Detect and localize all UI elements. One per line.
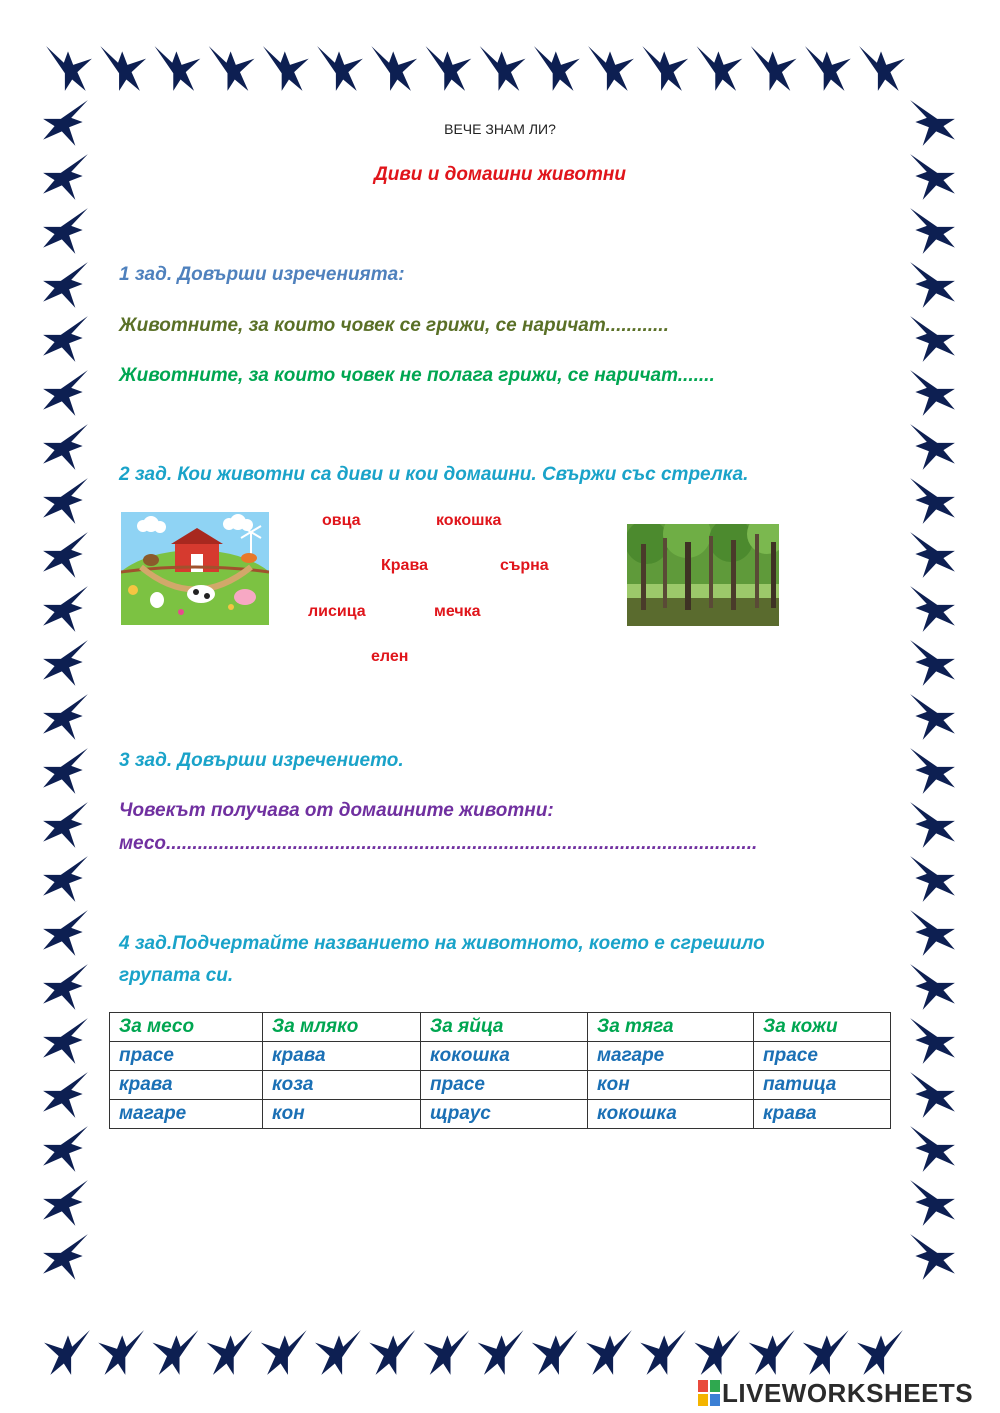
swallow-bird-icon <box>207 1330 253 1375</box>
word-sarna: сърна <box>500 557 549 574</box>
liveworksheets-watermark <box>698 1376 994 1410</box>
swallow-bird-icon <box>910 1018 955 1064</box>
table-row <box>110 1042 891 1071</box>
swallow-bird-icon <box>43 316 88 362</box>
table-cell[interactable]: магаре <box>110 1100 263 1129</box>
swallow-bird-icon <box>43 478 88 524</box>
swallow-bird-icon <box>43 910 88 956</box>
table-cell[interactable]: крава <box>754 1100 891 1129</box>
task3-answer-line: месо................................................................................................................ <box>119 833 758 854</box>
task1-sentence-2: Животните, за които човек не полага грижи, се наричат....... <box>119 365 715 386</box>
swallow-bird-icon <box>43 694 88 740</box>
pre-title: ВЕЧЕ ЗНАМ ЛИ? <box>444 121 556 137</box>
swallow-bird-icon <box>155 46 201 91</box>
page-title: Диви и домашни животни <box>374 164 626 185</box>
table-cell[interactable]: крава <box>110 1071 263 1100</box>
forest-image <box>627 524 779 626</box>
swallow-bird-icon <box>43 262 88 308</box>
swallow-bird-icon <box>640 1330 686 1375</box>
swallow-bird-icon <box>534 46 580 91</box>
swallow-bird-icon <box>910 478 955 524</box>
swallow-bird-icon <box>694 1330 740 1375</box>
swallow-bird-icon <box>43 964 88 1010</box>
table-row <box>110 1100 891 1129</box>
swallow-bird-icon <box>910 370 955 416</box>
swallow-bird-icon <box>43 1072 88 1118</box>
swallow-bird-icon <box>371 46 417 91</box>
swallow-bird-icon <box>98 1330 144 1375</box>
swallow-bird-icon <box>749 1330 795 1375</box>
swallow-bird-icon <box>910 424 955 470</box>
farm-image <box>121 512 269 625</box>
swallow-bird-icon <box>532 1330 578 1375</box>
swallow-bird-icon <box>857 1330 903 1375</box>
task3-heading: 3 зад. Довърши изречението. <box>119 750 404 771</box>
watermark-text: LIVEWORKSHEETS <box>722 1378 974 1408</box>
table-cell[interactable]: кокошка <box>421 1042 588 1071</box>
animal-groups-table <box>109 1012 891 1129</box>
swallow-bird-icon <box>209 46 255 91</box>
table-cell[interactable]: кон <box>263 1100 421 1129</box>
swallow-bird-icon <box>480 46 526 91</box>
table-cell[interactable]: магаре <box>588 1042 754 1071</box>
word-elen: елен <box>371 648 409 665</box>
swallow-bird-icon <box>910 1234 955 1280</box>
swallow-bird-icon <box>152 1330 198 1375</box>
table-row <box>110 1071 891 1100</box>
table-cell[interactable]: крава <box>263 1042 421 1071</box>
swallow-bird-icon <box>588 46 634 91</box>
swallow-bird-icon <box>697 46 743 91</box>
table-header-row <box>110 1013 891 1042</box>
swallow-bird-icon <box>910 532 955 578</box>
word-kokoshka: кокошка <box>436 512 502 529</box>
table-cell[interactable]: прасе <box>110 1042 263 1071</box>
swallow-bird-icon <box>805 46 851 91</box>
word-lisitsa: лисица <box>308 603 366 620</box>
header-milk: За мляко <box>263 1013 421 1042</box>
header-draft: За тяга <box>588 1013 754 1042</box>
swallow-bird-icon <box>43 1180 88 1226</box>
swallow-bird-icon <box>910 1072 955 1118</box>
swallow-bird-icon <box>46 46 92 91</box>
swallow-bird-icon <box>100 46 146 91</box>
swallow-bird-icon <box>910 748 955 794</box>
swallow-bird-icon <box>43 208 88 254</box>
table-cell[interactable]: коза <box>263 1071 421 1100</box>
swallow-bird-icon <box>803 1330 849 1375</box>
swallow-bird-icon <box>910 262 955 308</box>
swallow-bird-icon <box>43 532 88 578</box>
swallow-bird-icon <box>369 1330 415 1375</box>
task1-sentence-1: Животните, за които човек се грижи, се наричат............ <box>119 315 669 336</box>
swallow-bird-icon <box>43 1126 88 1172</box>
swallow-bird-icon <box>43 856 88 902</box>
table-cell[interactable]: патица <box>754 1071 891 1100</box>
swallow-bird-icon <box>44 1330 90 1375</box>
task3-sentence: Човекът получава от домашните животни: <box>119 800 554 821</box>
header-meat: За месо <box>110 1013 263 1042</box>
swallow-bird-icon <box>586 1330 632 1375</box>
swallow-bird-icon <box>751 46 797 91</box>
word-ovtsa: овца <box>322 512 361 529</box>
swallow-bird-icon <box>910 856 955 902</box>
swallow-bird-icon <box>43 586 88 632</box>
swallow-bird-icon <box>478 1330 524 1375</box>
word-krava: Крава <box>381 557 428 574</box>
table-cell[interactable]: прасе <box>754 1042 891 1071</box>
swallow-bird-icon <box>43 802 88 848</box>
swallow-bird-icon <box>261 1330 307 1375</box>
word-mechka: мечка <box>434 603 481 620</box>
swallow-bird-icon <box>910 694 955 740</box>
table-cell[interactable]: кон <box>588 1071 754 1100</box>
swallow-bird-icon <box>43 370 88 416</box>
swallow-bird-icon <box>263 46 309 91</box>
swallow-bird-icon <box>910 910 955 956</box>
swallow-bird-icon <box>43 640 88 686</box>
swallow-bird-icon <box>859 46 905 91</box>
swallow-bird-icon <box>317 46 363 91</box>
swallow-bird-icon <box>642 46 688 91</box>
swallow-bird-icon <box>423 1330 469 1375</box>
swallow-bird-icon <box>910 1126 955 1172</box>
swallow-bird-icon <box>910 316 955 362</box>
table-cell[interactable]: прасе <box>421 1071 588 1100</box>
swallow-bird-icon <box>910 964 955 1010</box>
swallow-bird-icon <box>43 1234 88 1280</box>
swallow-bird-icon <box>43 424 88 470</box>
task4-heading: 4 зад.Подчертайте названието на животното, което е сгрешило <box>119 933 765 954</box>
task4-heading-cont: групата си. <box>119 965 234 986</box>
table-cell[interactable]: кокошка <box>588 1100 754 1129</box>
swallow-bird-icon <box>910 802 955 848</box>
header-hides: За кожи <box>754 1013 891 1042</box>
table-cell[interactable]: щраус <box>421 1100 588 1129</box>
swallow-bird-icon <box>910 586 955 632</box>
task1-heading: 1 зад. Довърши изреченията: <box>119 264 405 285</box>
task2-heading: 2 зад. Кои животни са диви и кои домашни. Свържи със стрелка. <box>119 464 749 485</box>
swallow-bird-icon <box>315 1330 361 1375</box>
swallow-bird-icon <box>43 748 88 794</box>
swallow-bird-icon <box>910 208 955 254</box>
header-eggs: За яйца <box>421 1013 588 1042</box>
swallow-bird-icon <box>426 46 472 91</box>
liveworksheets-logo-icon <box>698 1380 720 1406</box>
swallow-bird-icon <box>43 1018 88 1064</box>
swallow-bird-icon <box>910 640 955 686</box>
swallow-bird-icon <box>910 1180 955 1226</box>
